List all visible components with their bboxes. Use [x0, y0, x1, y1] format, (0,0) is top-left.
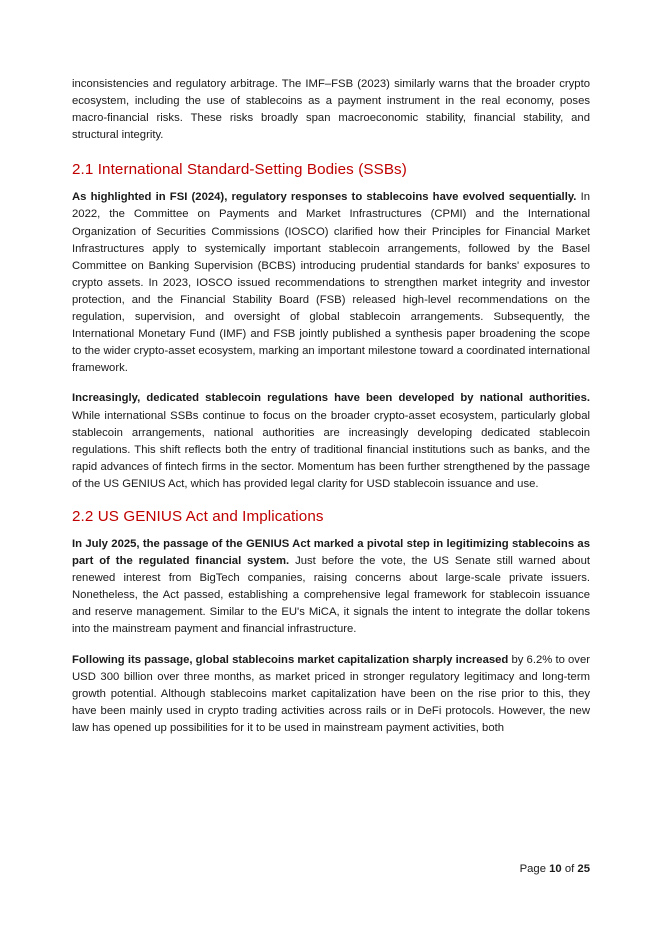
paragraph-genius-1-text: Just before the vote, the US Senate still warned about renewed interest from BigTech companies, raising concerns about large-scale private issuers. Nonetheless, the Act passed, establishing a comprehensive legal framework for stablecoin issuance and reserve management. Similar to the EU's MiCA, it signals the intent to integrate the dollar tokens into the mainstream payment and financial infrastructure. [72, 555, 590, 636]
footer-page-label: Page [519, 863, 550, 875]
paragraph-genius-2-text: by 6.2% to over USD 300 billion over three months, as market priced in stronger regulatory legitimacy and long-term growth potential. Although stablecoins market capitalization have been on the rise prior to this, they have been mainly used in crypto trading activities across rails or in DeFi protocols. However, the new law has opened up possibilities for it to be used in mainstream payment activities, both [72, 653, 590, 734]
footer-current-page: 10 [549, 863, 562, 875]
paragraph-ssb-1 [72, 189, 590, 377]
paragraph-genius-2-lead: Following its passage, global stablecoins market capitalization sharply increased [72, 653, 509, 666]
paragraph-ssb-2-lead: Increasingly, dedicated stablecoin regulations have been developed by national authorities. [72, 392, 590, 405]
paragraph-ssb-2 [72, 390, 590, 493]
paragraph-genius-2 [72, 652, 590, 737]
intro-paragraph [72, 76, 590, 144]
page-content [72, 76, 590, 737]
paragraph-ssb-1-lead: As highlighted in FSI (2024), regulatory responses to stablecoins have evolved sequentially. [72, 191, 577, 204]
footer-of-label: of [561, 863, 578, 875]
section-heading-2-1: 2.1 International Standard-Setting Bodies (SSBs) [72, 161, 407, 179]
paragraph-ssb-2-text: While international SSBs continue to focus on the broader crypto-asset ecosystem, particularly global stablecoin arrangements, national authorities are increasingly developing dedicated stablecoin regulations. This shift reflects both the entry of traditional financial institutions such as banks, and the rapid advances of fintech firms in the sector. Momentum has been further strengthened by the passage of the US GENIUS Act, which has provided legal clarity for USD stablecoin issuance and use. [72, 409, 590, 490]
footer-total-pages: 25 [577, 863, 590, 875]
paragraph-genius-1 [72, 536, 590, 639]
paragraph-ssb-1-text: In 2022, the Committee on Payments and Market Infrastructures (CPMI) and the International Organization of Securities Commissions (IOSCO) clarified how their Principles for Financial Market Infrastructures apply to systemically important stablecoin arrangements, followed by the Basel Committee on Banking Supervision (BCBS) introducing prudential standards for banks' exposures to crypto assets. In 2023, IOSCO issued recommendations to strengthen market integrity and investor protection, and the Financial Stability Board (FSB) released high-level recommendations on the regulation, supervision, and oversight of global stablecoin arrangements. Subsequently, the International Monetary Fund (IMF) and FSB jointly published a synthesis paper broadening the scope to the wider crypto-asset ecosystem, marking an important milestone toward a coordinated international framework. [72, 191, 590, 375]
section-heading-2-2: 2.2 US GENIUS Act and Implications [72, 507, 324, 525]
intro-paragraph-text: inconsistencies and regulatory arbitrage. The IMF–FSB (2023) similarly warns that the broader crypto ecosystem, including the use of stablecoins as a payment instrument in the real economy, poses macro-financial risks. These risks broadly span macroeconomic stability, financial stability, and structural integrity. [72, 78, 590, 142]
page-footer [72, 862, 590, 877]
paragraph-genius-1-lead: In July 2025, the passage of the GENIUS Act marked a pivotal step in legitimizing stablecoins as part of the regulated financial system. [72, 537, 590, 568]
